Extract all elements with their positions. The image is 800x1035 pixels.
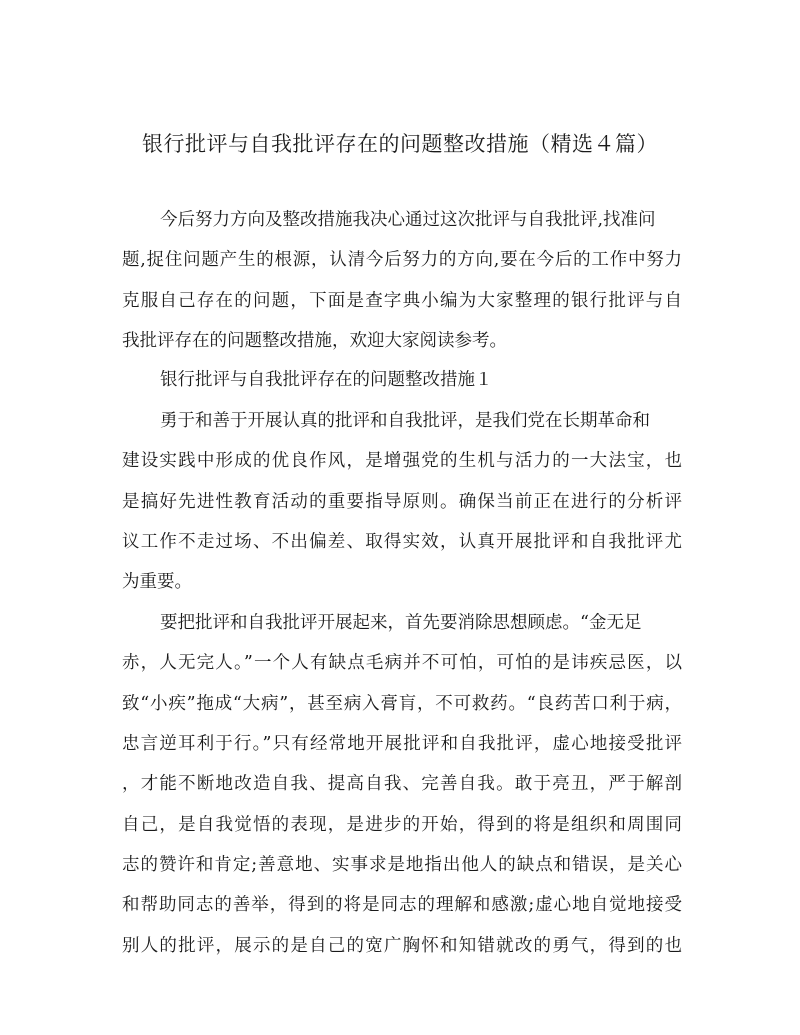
section-heading: 银行批评与自我批评存在的问题整改措施１ <box>160 370 493 390</box>
paragraph-line: 今后努力方向及整改措施我决心通过这次批评与自我批评,找准问 <box>160 210 656 230</box>
paragraph-line: 勇于和善于开展认真的批评和自我批评，是我们党在长期革命和 <box>160 411 650 431</box>
paragraph-line: 忠言逆耳利于行。”只有经常地开展批评和自我批评，虚心地接受批评 <box>122 734 682 754</box>
paragraph-line: 克服自己存在的问题，下面是查字典小编为大家整理的银行批评与自 <box>122 291 682 311</box>
paragraph-line: 是搞好先进性教育活动的重要指导原则。确保当前正在进行的分析评 <box>122 492 682 512</box>
paragraph-line: 和帮助同志的善举，得到的将是同志的理解和感激;虚心地自觉地接受 <box>122 895 682 915</box>
paragraph-line: 我批评存在的问题整改措施，欢迎大家阅读参考。 <box>122 331 507 351</box>
paragraph-line: 为重要。 <box>122 572 192 592</box>
paragraph-line: 建设实践中形成的优良作风，是增强党的生机与活力的一大法宝，也 <box>122 451 682 471</box>
document-title: 银行批评与自我批评存在的问题整改措施（精选４篇） <box>142 132 658 156</box>
paragraph-line: 致“小疾”拖成“大病”，甚至病入膏肓，不可救药。“良药苦口利于病， <box>122 694 682 714</box>
paragraph-line: 要把批评和自我批评开展起来，首先要消除思想顾虑。“金无足 <box>160 613 642 633</box>
paragraph-line: 议工作不走过场、不出偏差、取得实效，认真开展批评和自我批评尤 <box>122 532 682 552</box>
paragraph-line: 别人的批评，展示的是自己的宽广胸怀和知错就改的勇气，得到的也 <box>122 936 682 956</box>
paragraph-line: 志的赞许和肯定;善意地、实事求是地指出他人的缺点和错误，是关心 <box>122 855 682 875</box>
paragraph-line: 题,捉住问题产生的根源，认清今后努力的方向,要在今后的工作中努力 <box>122 250 682 270</box>
paragraph-line: 赤，人无完人。”一个人有缺点毛病并不可怕，可怕的是讳疾忌医，以 <box>122 653 682 673</box>
paragraph-line: 自己，是自我觉悟的表现，是进步的开始，得到的将是组织和周围同 <box>122 815 682 835</box>
paragraph-line: ，才能不断地改造自我、提高自我、完善自我。敢于亮丑，严于解剖 <box>122 774 682 794</box>
